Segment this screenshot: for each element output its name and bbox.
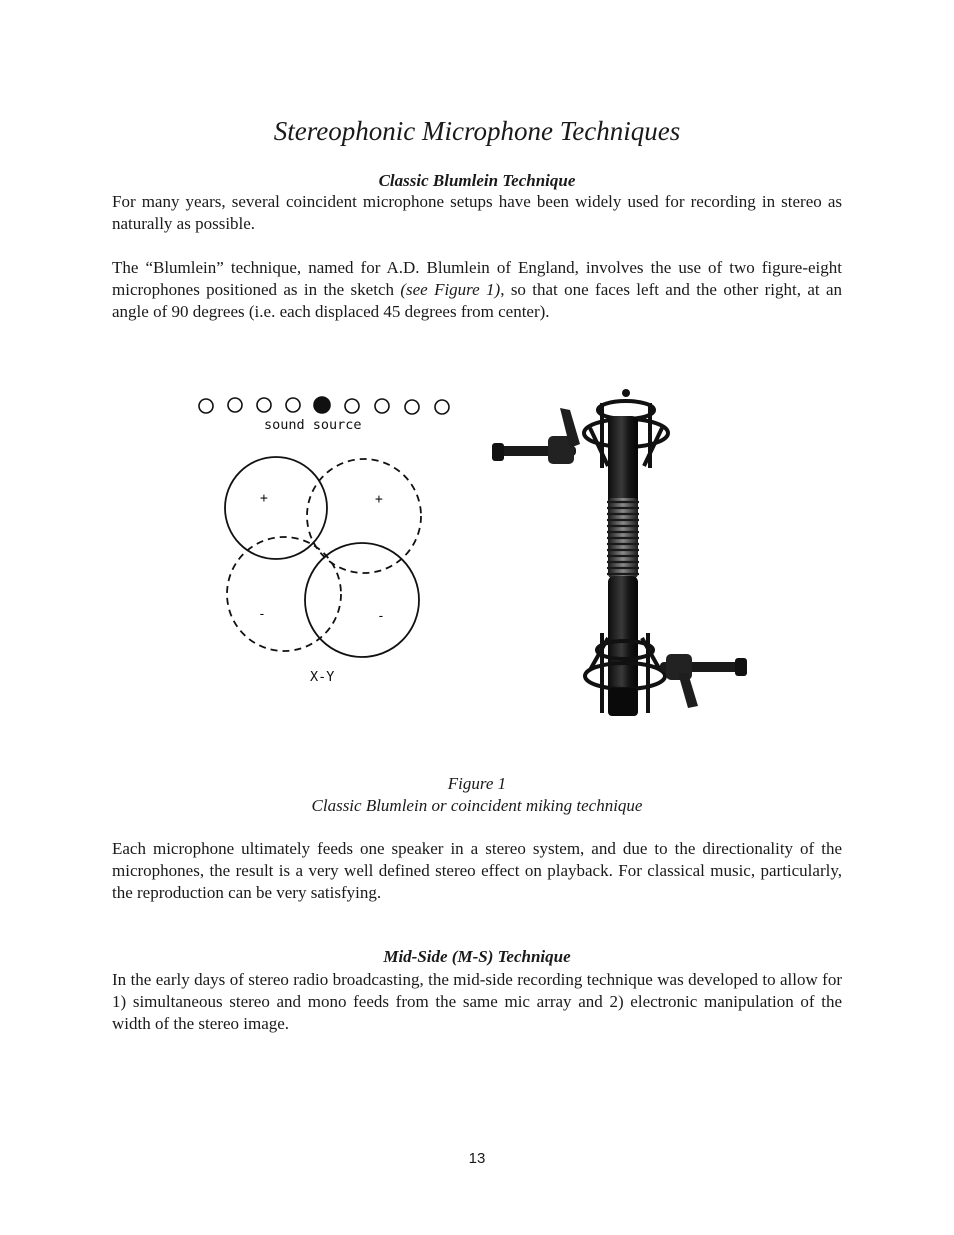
right-lobe-rear — [305, 543, 419, 657]
stereo-microphone-photo — [490, 388, 750, 723]
section-heading-mid-side: Mid-Side (M-S) Technique — [383, 947, 571, 966]
section-heading-blumlein: Classic Blumlein Technique — [378, 171, 576, 190]
sound-source-dot-center — [314, 397, 330, 413]
left-rear-minus: - — [258, 607, 266, 622]
figure-reference: (see Figure 1) — [400, 280, 501, 299]
sound-source-dot — [375, 399, 389, 413]
sound-source-dot — [199, 399, 213, 413]
page-title: Stereophonic Microphone Techniques — [273, 116, 681, 146]
left-front-plus: + — [260, 491, 268, 506]
left-lobe-front — [225, 457, 327, 559]
right-rear-minus: - — [377, 609, 385, 624]
paragraph-text-start: The “Blumlein” technique, named for A.D. Blumlein of England, involves the use of two figure-eight microphones positioned as in the sketch — [112, 258, 842, 299]
paragraph-intro: For many years, several coincident microphone setups have been widely used for recording in stereo as naturally as possible. — [112, 192, 842, 233]
paragraph-blumlein-result: Each microphone ultimately feeds one speaker in a stereo system, and due to the directionality of the microphones, the result is a very well defined stereo effect on playback. For classical music, particularly, the reproduction can be very satisfying. — [112, 839, 842, 902]
right-front-plus: + — [375, 492, 383, 507]
sound-source-dot — [257, 398, 271, 412]
figure-caption-text: Classic Blumlein or coincident miking technique — [311, 796, 643, 815]
paragraph-mid-side: In the early days of stereo radio broadcasting, the mid-side recording technique was developed to allow for 1) simultaneous stereo and mono feeds from the same mic array and 2) electronic manipulation of the width of the stereo image. — [112, 970, 842, 1033]
page-number: 13 — [468, 1150, 486, 1167]
sound-source-dot — [286, 398, 300, 412]
right-lobe-front — [307, 459, 421, 573]
paragraph-blumlein-description — [112, 257, 842, 323]
xy-pattern-diagram — [190, 390, 460, 700]
sound-source-label: sound source — [264, 417, 362, 433]
sound-source-dot — [435, 400, 449, 414]
figure-caption-number: Figure 1 — [447, 774, 507, 793]
paragraph-text-end: , so that one faces left and the other right, at an angle of 90 degrees (i.e. each displaced 45 degrees from center). — [112, 280, 842, 321]
xy-label: X-Y — [310, 669, 335, 685]
sound-source-dot — [345, 399, 359, 413]
sound-source-dot — [228, 398, 242, 412]
left-lobe-rear — [227, 537, 341, 651]
sound-source-dot — [405, 400, 419, 414]
